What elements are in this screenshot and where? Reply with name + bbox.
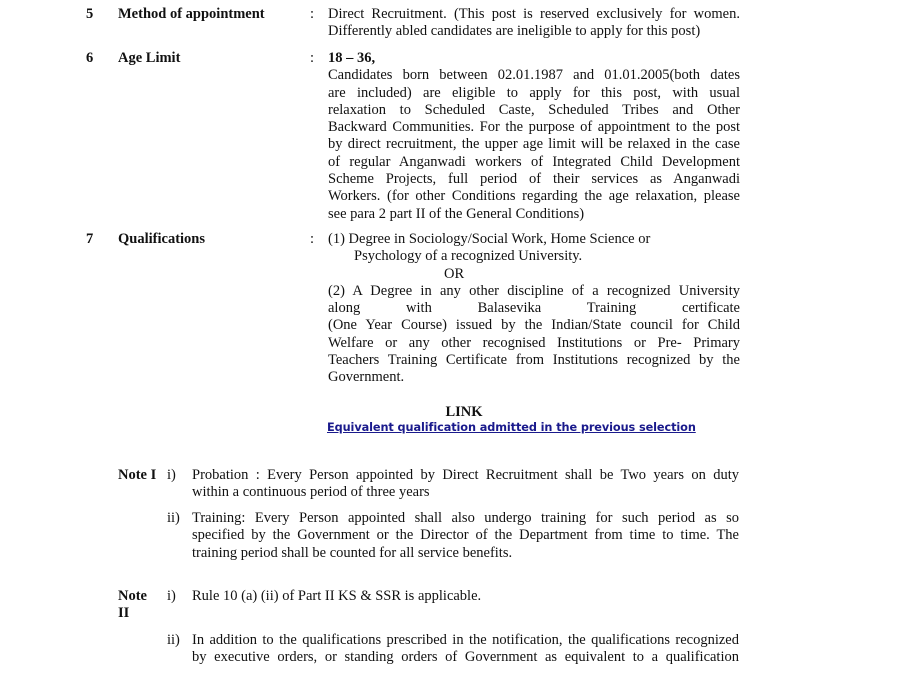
age-limit-value xyxy=(328,50,740,223)
separator-colon: : xyxy=(310,231,315,247)
separator-colon: : xyxy=(310,6,315,22)
or-separator: OR xyxy=(444,265,465,282)
field-label-method-of-appointment: Method of appointment xyxy=(118,6,265,22)
text-line: Scheme Projects, full period of their services as Anganwadi xyxy=(328,171,740,188)
text-line: by direct recruitment, the upper age limit will be relaxed in the case xyxy=(328,136,740,153)
text-line: Workers. (for other Conditions regarding the age relaxation, please xyxy=(328,188,740,205)
note-label-line: Note xyxy=(118,588,147,604)
age-range: 18 – 36, xyxy=(328,50,376,66)
text-line: Rule 10 (a) (ii) of Part II KS & SSR is applicable. xyxy=(192,588,482,604)
text-line: In addition to the qualifications prescribed in the notification, the qualifications recognized xyxy=(192,632,739,648)
text-line: are included) are eligible to apply for this post, with usual xyxy=(328,84,740,101)
note-item-probation xyxy=(192,467,739,502)
text-line: Government. xyxy=(328,369,405,386)
field-label-qualifications: Qualifications xyxy=(118,231,206,247)
text-line: Training: Every Person appointed shall also undergo training for such period as so xyxy=(192,510,739,526)
row-number: 7 xyxy=(86,231,94,247)
text-line: by executive orders, or standing orders of Government as equivalent to a qualification xyxy=(192,649,739,666)
row-number: 6 xyxy=(86,50,94,66)
note-item-rule xyxy=(192,588,739,605)
note-item-numeral: ii) xyxy=(167,510,180,526)
link-title: LINK xyxy=(445,404,483,420)
note-label-line: II xyxy=(118,605,130,622)
text-line: specified by the Government or the Director of the Department from time to time. The xyxy=(192,527,739,544)
text-line: within a continuous period of three years xyxy=(192,484,430,501)
text-line: Backward Communities. For the purpose of appointment to the post xyxy=(328,119,740,136)
text-line: along with Balasevika Training certificate xyxy=(328,300,740,317)
text-line: Candidates born between 02.01.1987 and 01.01.2005(both dates xyxy=(328,67,740,84)
text-line: Welfare or any other recognised Institutions or Pre- Primary xyxy=(328,334,740,351)
note-label: Note I xyxy=(118,467,157,483)
text-line: Teachers Training Certificate from Institutions recognized by the xyxy=(328,352,740,369)
note-item-numeral: ii) xyxy=(167,632,180,648)
separator-colon: : xyxy=(310,50,315,66)
qualification-2: (2) A Degree in any other discipline of a recognized University xyxy=(328,282,740,299)
qualification-1-cont: Psychology of a recognized University. xyxy=(354,248,583,265)
text-line: see para 2 part II of the General Conditions) xyxy=(328,205,585,222)
qualifications-value xyxy=(328,231,740,387)
method-of-appointment-value xyxy=(328,6,740,41)
equivalent-qualification-link[interactable]: Equivalent qualification admitted in the previous selection xyxy=(327,421,696,434)
note-item-numeral: i) xyxy=(167,467,176,483)
text-line: of regular Anganwadi workers of Integrated Child Development xyxy=(328,153,740,170)
note-item-equivalent-qualifications xyxy=(192,632,739,667)
text-line: (One Year Course) issued by the Indian/State council for Child xyxy=(328,317,740,334)
note-item-training xyxy=(192,510,739,562)
text-line: relaxation to Scheduled Caste, Scheduled Tribes and Other xyxy=(328,101,740,118)
row-number: 5 xyxy=(86,6,94,22)
note-label xyxy=(118,588,147,623)
note-item-numeral: i) xyxy=(167,588,176,604)
text-line: Probation : Every Person appointed by Direct Recruitment shall be Two years on duty xyxy=(192,467,739,483)
text-line: training period shall be counted for all service benefits. xyxy=(192,544,513,561)
text-line: Direct Recruitment. (This post is reserved exclusively for women. xyxy=(328,6,740,22)
text-line: Differently abled candidates are ineligible to apply for this post) xyxy=(328,23,701,40)
qualification-1: (1) Degree in Sociology/Social Work, Home Science or xyxy=(328,231,651,247)
field-label-age-limit: Age Limit xyxy=(118,50,181,66)
